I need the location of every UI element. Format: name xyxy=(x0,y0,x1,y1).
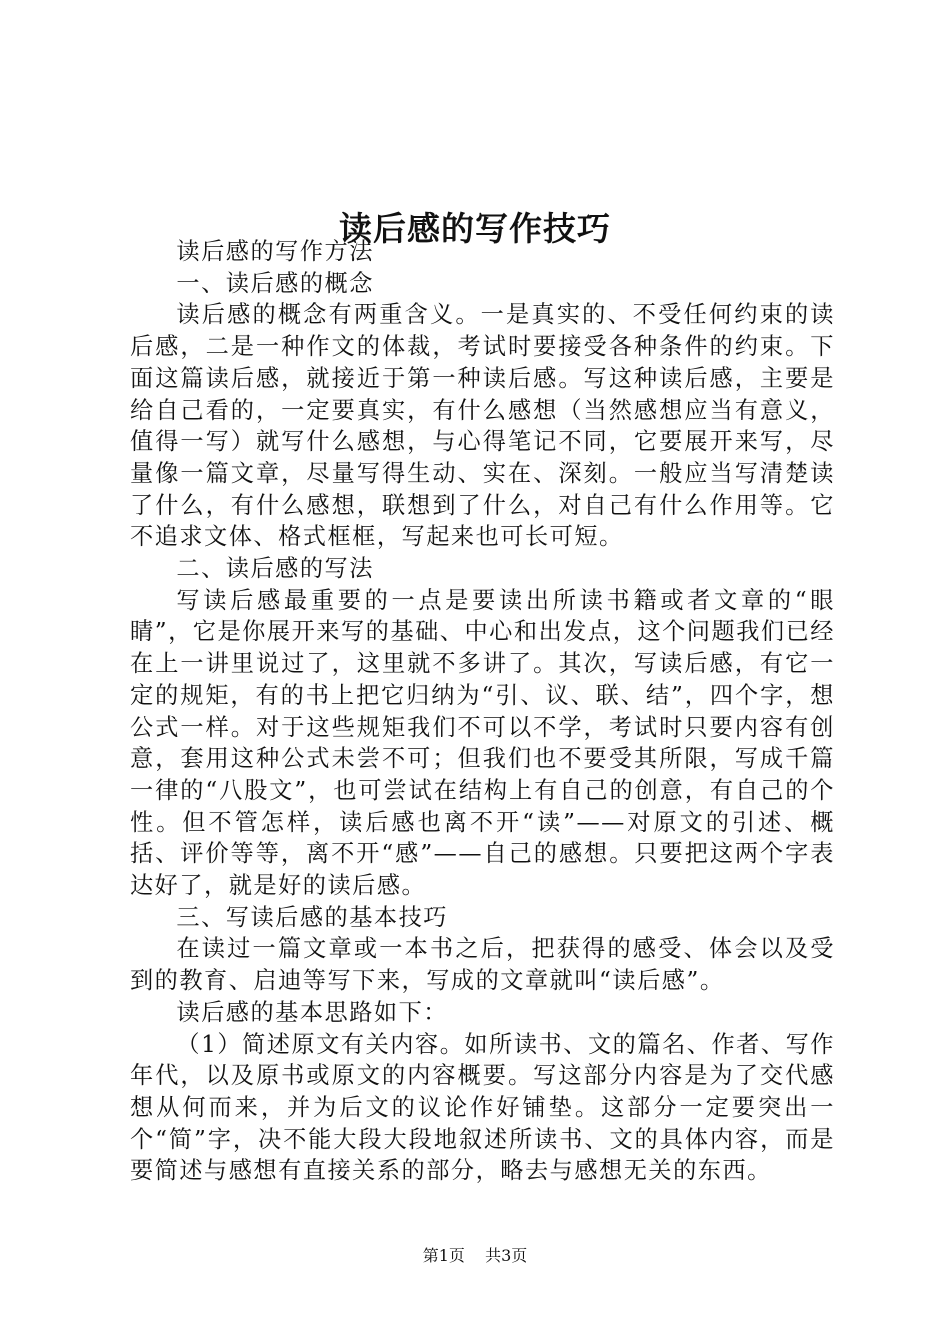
paragraph-definition: 在读过一篇文章或一本书之后，把获得的感受、体会以及受到的教育、启迪等写下来，写成的文章就叫“读后感”。 xyxy=(130,935,835,995)
paragraph-writing: 写读后感最重要的一点是要读出所读书籍或者文章的“眼睛”，它是你展开来写的基础、中心和出发点，这个问题我们已经在上一讲里说过了，这里就不多讲了。其次，写读后感，有它一定的规矩，有的书上把它归纳为“引、议、联、结”，四个字，想公式一样。对于这些规矩我们不可以不学，考试时只要内容有创意，套用这种公式未尝不可；但我们也不要受其所限，写成千篇一律的“八股文”，也可尝试在结构上有自己的创意，有自己的个性。但不管怎样，读后感也离不开“读”——对原文的引述、概括、评价等等，离不开“感”——自己的感想。只要把这两个字表达好了，就是好的读后感。 xyxy=(130,586,835,900)
section-heading-techniques: 三、写读后感的基本技巧 xyxy=(176,903,448,931)
page-footer xyxy=(0,1244,950,1268)
document-title: 读后感的写作技巧 xyxy=(339,209,611,249)
page-total: 共3页 xyxy=(485,1246,528,1265)
paragraph-approach-intro: 读后感的基本思路如下： xyxy=(176,998,448,1026)
paragraph-concept: 读后感的概念有两重含义。一是真实的、不受任何约束的读后感，二是一种作文的体裁，考试时要接受各种条件的约束。下面这篇读后感，就接近于第一种读后感。写这种读后感，主要是给自己看的，一定要真实，有什么感想（当然感想应当有意义，值得一写）就写什么感想，与心得笔记不同，它要展开来写，尽量像一篇文章，尽量写得生动、实在、深刻。一般应当写清楚读了什么，有什么感想，联想到了什么，对自己有什么作用等。它不追求文体、格式框框，写起来也可长可短。 xyxy=(130,301,835,551)
page-number: 第1页 xyxy=(422,1246,465,1265)
section-heading-method: 读后感的写作方法 xyxy=(176,238,374,265)
section-heading-concept: 一、读后感的概念 xyxy=(176,269,374,297)
paragraph-step-1: （1）简述原文有关内容。如所读书、文的篇名、作者、写作年代，以及原书或原文的内容概要。写这部分内容是为了交代感想从何而来，并为后文的议论作好铺垫。这部分一定要突出一个“简”字，决不能大段大段地叙述所读书、文的具体内容，而是要简述与感想有直接关系的部分，略去与感想无关的东西。 xyxy=(130,1030,835,1185)
section-heading-writing: 二、读后感的写法 xyxy=(176,555,374,583)
document-body xyxy=(130,236,835,1187)
